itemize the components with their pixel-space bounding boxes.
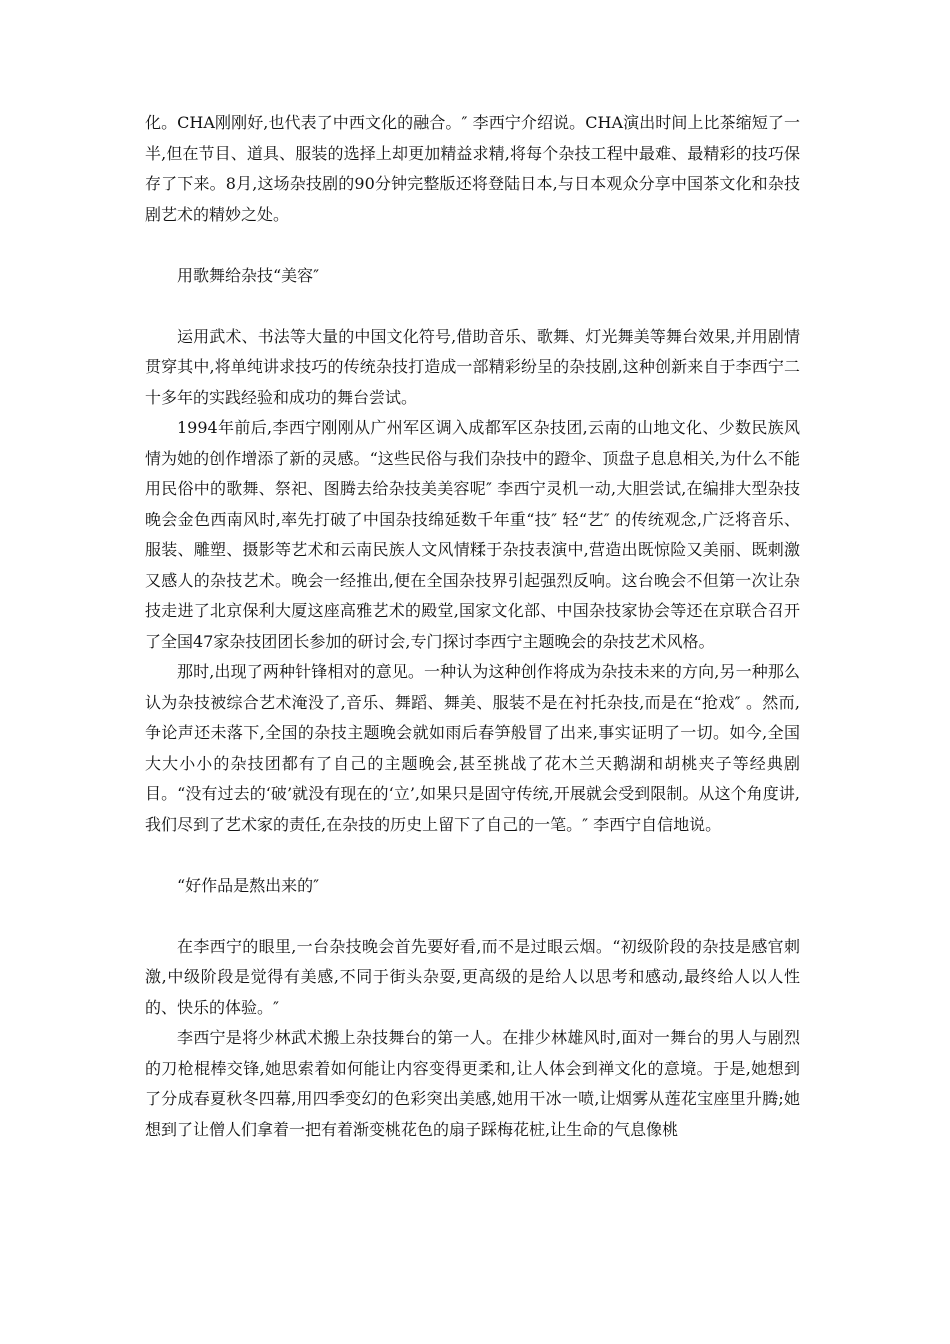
document-body: [145, 108, 800, 1145]
section-heading-1: 用歌舞给杂技“美容″: [177, 265, 320, 285]
paragraph-2: 运用武术、书法等大量的中国文化符号,借助音乐、歌舞、灯光舞美等舞台效果,并用剧情贯穿其中,将单纯讲求技巧的传统杂技打造成一部精彩纷呈的杂技剧,这种创新来自于李西宁二十多年的实践经验和成功的舞台尝试。: [145, 326, 800, 407]
paragraph-5: 在李西宁的眼里,一台杂技晚会首先要好看,而不是过眼云烟。“初级阶段的杂技是感官刺激,中级阶段是觉得有美感,不同于街头杂耍,更高级的是给人以思考和感动,最终给人以人性的、快乐的体验。″: [145, 936, 800, 1017]
section-heading-2: “好作品是熬出来的″: [177, 875, 320, 895]
paragraph-1: 化。CHA刚刚好,也代表了中西文化的融合。″ 李西宁介绍说。CHA演出时间上比茶缩短了一半,但在节目、道具、服装的选择上却更加精益求精,将每个杂技工程中最难、最精彩的技巧保存了下来。8月,这场杂技剧的90分钟完整版还将登陆日本,与日本观众分享中国茶文化和杂技剧艺术的精妙之处。: [145, 113, 800, 224]
spacer: [145, 230, 800, 261]
paragraph-3: 1994年前后,李西宁刚刚从广州军区调入成都军区杂技团,云南的山地文化、少数民族风情为她的创作增添了新的灵感。“这些民俗与我们杂技中的蹬伞、顶盘子息息相关,为什么不能用民俗中的歌舞、祭祀、图腾去给杂技美美容呢″ 李西宁灵机一动,大胆尝试,在编排大型杂技晚会金色西南风时,率先打破了中国杂技绵延数千年重“技″ 轻“艺″ 的传统观念,广泛将音乐、服装、雕塑、摄影等艺术和云南民族人文风情糅于杂技表演中,营造出既惊险又美丽、既刺激又感人的杂技艺术。晚会一经推出,便在全国杂技界引起强烈反响。这台晚会不但第一次让杂技走进了北京保利大厦这座高雅艺术的殿堂,国家文化部、中国杂技家协会等还在京联合召开了全国47家杂技团团长参加的研讨会,专门探讨李西宁主题晚会的杂技艺术风格。: [145, 418, 800, 651]
spacer: [145, 840, 800, 871]
spacer: [145, 291, 800, 322]
paragraph-6: 李西宁是将少林武术搬上杂技舞台的第一人。在排少林雄风时,面对一舞台的男人与剧烈的刀枪棍棒交锋,她思索着如何能让内容变得更柔和,让人体会到禅文化的意境。于是,她想到了分成春夏秋冬四幕,用四季变幻的色彩突出美感,她用干冰一喷,让烟雾从莲花宝座里升腾;她想到了让僧人们拿着一把有着渐变桃花色的扇子踩梅花桩,让生命的气息像桃: [145, 1028, 800, 1139]
paragraph-4: 那时,出现了两种针锋相对的意见。一种认为这种创作将成为杂技未来的方向,另一种那么认为杂技被综合艺术淹没了,音乐、舞蹈、舞美、服装不是在衬托杂技,而是在“抢戏″ 。然而,争论声还未落下,全国的杂技主题晚会就如雨后春笋般冒了出来,事实证明了一切。如今,全国大大小小的杂技团都有了自己的主题晚会,甚至挑战了花木兰天鹅湖和胡桃夹子等经典剧目。“没有过去的‘破’就没有现在的‘立’,如果只是固守传统,开展就会受到限制。从这个角度讲,我们尽到了艺术家的责任,在杂技的历史上留下了自己的一笔。″ 李西宁自信地说。: [145, 662, 800, 834]
spacer: [145, 901, 800, 932]
